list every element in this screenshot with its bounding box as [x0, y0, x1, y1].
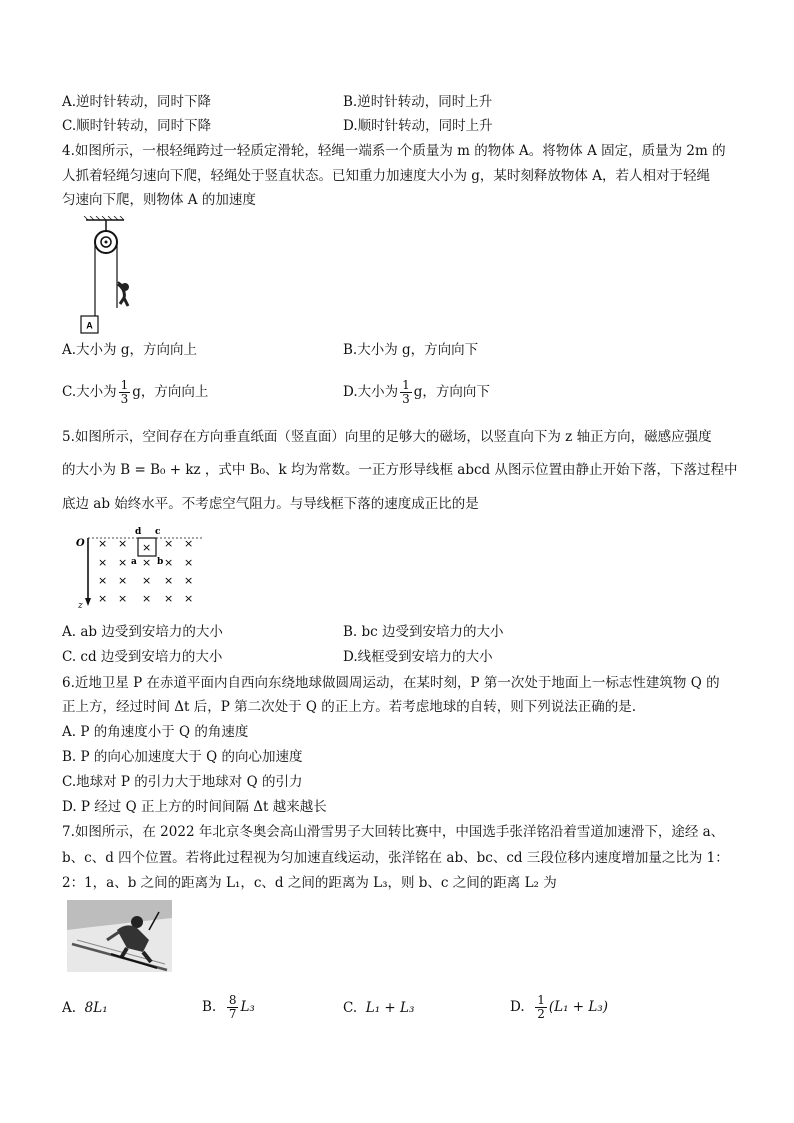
q5-option-c: C. cd 边受到安培力的大小 [62, 649, 223, 665]
svg-text:×: × [164, 537, 174, 550]
corner-d-label: d [135, 527, 142, 537]
q6-option-a: A. P 的角速度小于 Q 的角速度 [62, 724, 249, 740]
q6-stem-line2: 正上方，经过时间 Δt 后，P 第二次处于 Q 的正上方。若考虑地球的自转，则下列说法正确的是. [62, 699, 637, 715]
svg-text:×: × [164, 574, 174, 587]
svg-text:×: × [184, 574, 194, 587]
corner-a-label: a [131, 557, 137, 567]
svg-text:×: × [98, 537, 108, 550]
q3-option-a: A.逆时针转动，同时下降 [62, 94, 212, 110]
q7-stem-line1: 7.如图所示，在 2022 年北京冬奥会高山滑雪男子大回转比赛中，中国选手张洋铭沿着雪道加速滑下，途经 a、 [62, 824, 725, 840]
svg-text:×: × [118, 556, 128, 569]
fraction-one-half: $\frac{1}{2}$ [537, 993, 545, 1021]
q3-option-c: C.顺时针转动，同时下降 [62, 118, 212, 134]
q5-option-d: D.线框受到安培力的大小 [343, 649, 493, 665]
q4-option-a: A.大小为 g，方向向上 [62, 342, 197, 358]
svg-text:×: × [142, 556, 152, 569]
q6-option-c: C.地球对 P 的引力大于地球对 Q 的引力 [62, 774, 303, 790]
q4-option-b: B.大小为 g，方向向下 [343, 342, 479, 358]
q3-option-b: B.逆时针转动，同时上升 [343, 94, 493, 110]
svg-text:×: × [142, 574, 152, 587]
q5-stem-line2: 的大小为 B = B₀ + kz ，式中 B₀、k 均为常数。一正方形导线框 abcd 从图示位置由静止开始下落，下落过程中 [62, 462, 738, 478]
q4-stem-line3: 匀速向下爬，则物体 A 的加速度 [62, 192, 256, 208]
axis-z-label: z [78, 601, 83, 610]
svg-text:×: × [142, 592, 152, 605]
q7-option-c: C. L₁ + L₃ [343, 1000, 415, 1016]
svg-text:×: × [142, 541, 152, 554]
corner-c-label: c [155, 527, 161, 537]
q4-stem-line1: 4.如图所示，一根轻绳跨过一轻质定滑轮，轻绳一端系一个质量为 m 的物体 A。将物体 A 固定，质量为 2m 的 [62, 143, 726, 159]
svg-text:×: × [98, 574, 108, 587]
svg-text:×: × [118, 592, 128, 605]
q4-stem-line2: 人抓着轻绳匀速向下爬，轻绳处于竖直状态。已知重力加速度大小为 g，某时刻释放物体 A，若人相对于轻绳 [62, 168, 710, 184]
svg-text:×: × [164, 592, 174, 605]
q6-option-b: B. P 的向心加速度大于 Q 的向心加速度 [62, 749, 303, 765]
q4-option-d: D.大小为 $\frac{1}{3}$ g，方向向下 [343, 378, 490, 406]
svg-text:×: × [184, 537, 194, 550]
fraction-one-third: $\frac{1}{3}$ [402, 378, 410, 406]
svg-text:×: × [118, 537, 128, 550]
q5-option-a: A. ab 边受到安培力的大小 [62, 624, 223, 640]
axis-origin-label: O [76, 538, 85, 549]
fraction-eight-sevenths: $\frac{8}{7}$ [228, 993, 237, 1021]
q7-option-b: B. $\frac{8}{7}$ L₃ [202, 993, 255, 1021]
svg-text:×: × [118, 574, 128, 587]
svg-text:×: × [164, 556, 174, 569]
svg-text:×: × [98, 556, 108, 569]
corner-b-label: b [157, 557, 164, 567]
q7-option-d: D. $\frac{1}{2}$ (L₁ + L₃) [510, 993, 609, 1021]
pulley-figure [74, 216, 144, 336]
q5-stem-line1: 5.如图所示，空间存在方向垂直纸面（竖直面）向里的足够大的磁场，以竖直向下为 z 轴正方向，磁感应强度 [62, 429, 712, 445]
magnetic-field-figure [74, 520, 206, 610]
q5-option-b: B. bc 边受到安培力的大小 [343, 624, 504, 640]
block-a-label: A [86, 320, 93, 331]
q7-option-a: A. 8L₁ [62, 1000, 108, 1016]
q5-stem-line3: 底边 ab 始终水平。不考虑空气阻力。与导线框下落的速度成正比的是 [62, 496, 479, 512]
q6-stem-line1: 6.近地卫星 P 在赤道平面内自西向东绕地球做圆周运动，在某时刻，P 第一次处于地面上一标志性建筑物 Q 的 [62, 675, 720, 691]
q7-stem-line3: 2：1，a、b 之间的距离为 L₁，c、d 之间的距离为 L₃，则 b、c 之间的距离 L₂ 为 [62, 875, 557, 891]
q7-stem-line2: b、c、d 四个位置。若将此过程视为匀加速直线运动，张洋铭在 ab、bc、cd 三段位移内速度增加量之比为 1： [62, 850, 729, 866]
skier-photo [67, 900, 172, 972]
svg-text:×: × [98, 592, 108, 605]
svg-text:×: × [184, 556, 194, 569]
climber-icon [118, 282, 129, 306]
svg-text:×: × [184, 592, 194, 605]
field-crosses [98, 537, 193, 605]
z-axis-arrow-icon [85, 598, 91, 606]
q4-option-c: C.大小为 $\frac{1}{3}$ g，方向向上 [62, 378, 209, 406]
q3-option-d: D.顺时针转动，同时上升 [343, 118, 493, 134]
q6-option-d: D. P 经过 Q 正上方的时间间隔 Δt 越来越长 [62, 799, 327, 815]
fraction-one-third: $\frac{1}{3}$ [120, 378, 129, 406]
